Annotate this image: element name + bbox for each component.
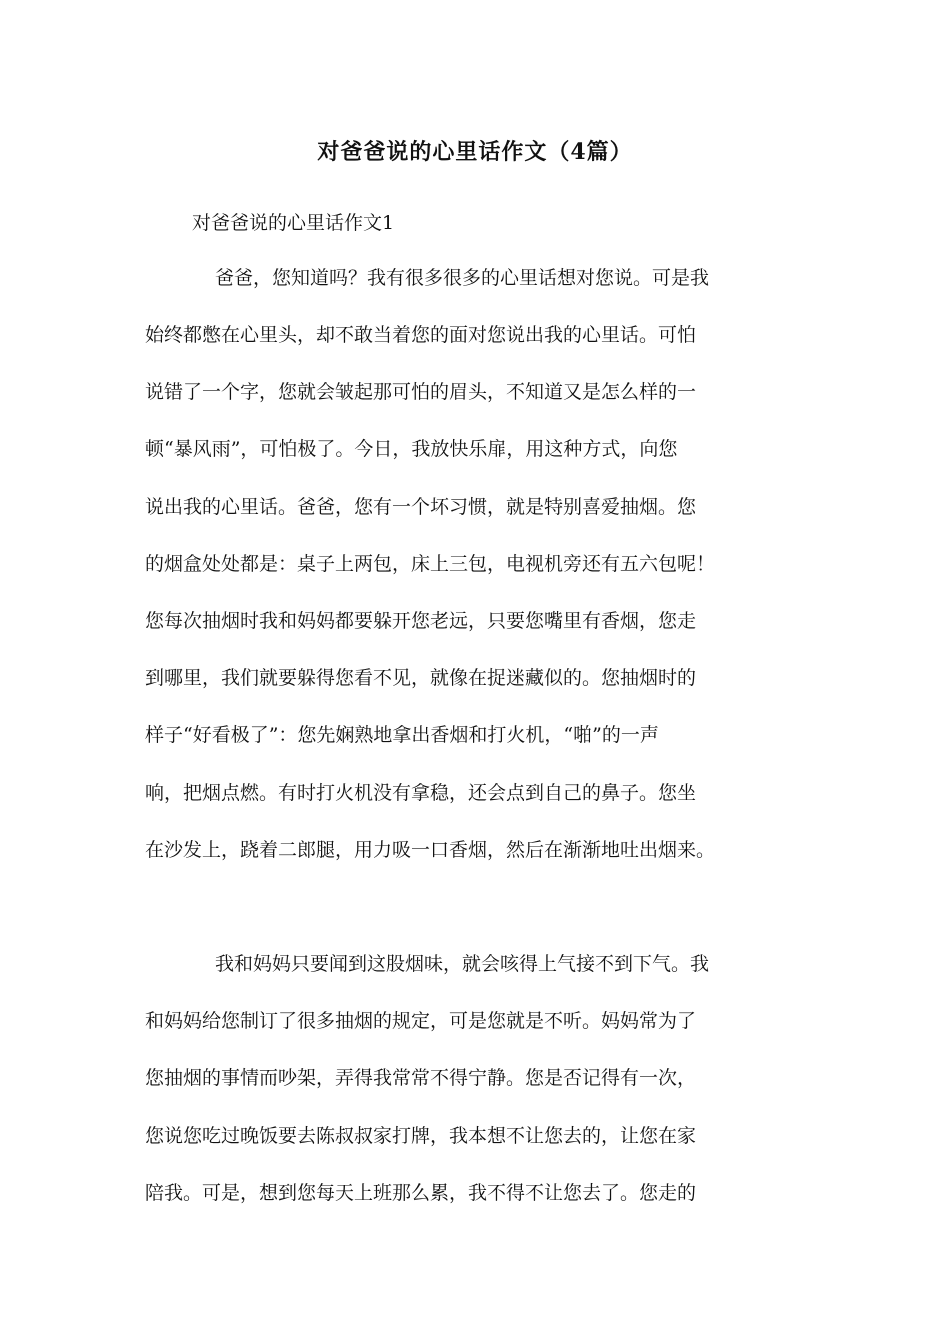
paragraph-line: 爸爸，您知道吗？我有很多很多的心里话想对您说。可是我 (215, 267, 710, 289)
paragraph-line: 和妈妈给您制订了很多抽烟的规定，可是您就是不听。妈妈常为了 (145, 1010, 697, 1032)
paragraph-line: 顿“暴风雨”，可怕极了。今日，我放快乐扉，用这种方式，向您 (145, 438, 678, 460)
paragraph-line: 样子“好看极了”：您先娴熟地拿出香烟和打火机，“啪”的一声 (145, 724, 659, 746)
paragraph-line: 您说您吃过晚饭要去陈叔叔家打牌，我本想不让您去的，让您在家 (145, 1125, 697, 1147)
paragraph-line: 在沙发上，跷着二郎腿，用力吸一口香烟，然后在渐渐地吐出烟来。 (145, 839, 716, 861)
paragraph-line: 您每次抽烟时我和妈妈都要躲开您老远，只要您嘴里有香烟，您走 (145, 610, 697, 632)
paragraph-line: 到哪里，我们就要躲得您看不见，就像在捉迷藏似的。您抽烟时的 (145, 667, 697, 689)
paragraph-line: 您抽烟的事情而吵架，弄得我常常不得宁静。您是否记得有一次， (145, 1067, 697, 1089)
paragraph-line: 说错了一个字，您就会皱起那可怕的眉头，不知道又是怎么样的一 (145, 381, 697, 403)
essay-subtitle: 对爸爸说的心里话作文1 (192, 212, 395, 234)
paragraph-line: 我和妈妈只要闻到这股烟味，就会咳得上气接不到下气。我 (215, 953, 710, 975)
document-title: 对爸爸说的心里话作文（4篇） (317, 139, 633, 165)
paragraph-line: 始终都憋在心里头，却不敢当着您的面对您说出我的心里话。可怕 (145, 324, 697, 346)
paragraph-line: 的烟盒处处都是：桌子上两包，床上三包，电视机旁还有五六包呢！ (145, 553, 716, 575)
paragraph-line: 说出我的心里话。爸爸，您有一个坏习惯，就是特别喜爱抽烟。您 (145, 496, 697, 518)
paragraph-line: 响，把烟点燃。有时打火机没有拿稳，还会点到自己的鼻子。您坐 (145, 782, 697, 804)
paragraph-line: 陪我。可是，想到您每天上班那么累，我不得不让您去了。您走的 (145, 1182, 697, 1204)
